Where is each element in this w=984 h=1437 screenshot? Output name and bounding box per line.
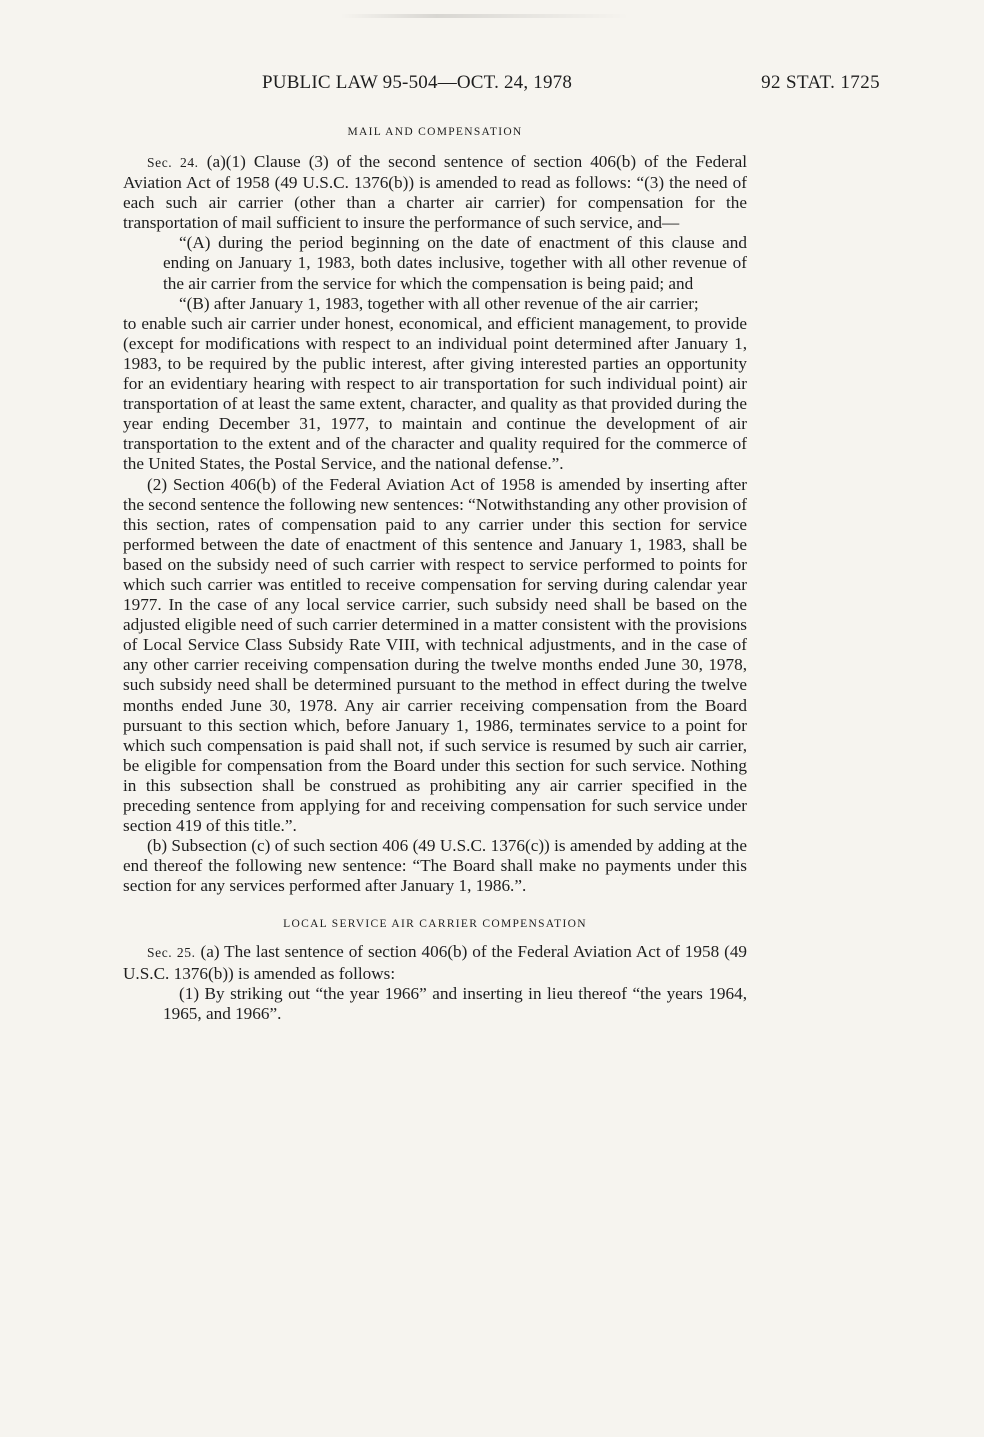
running-head <box>262 72 880 96</box>
section-heading-local-service: LOCAL SERVICE AIR CARRIER COMPENSATION <box>283 918 587 931</box>
section-heading-mail-compensation: MAIL AND COMPENSATION <box>347 126 523 138</box>
clause-b: “(B) after January 1, 1983, together with all other revenue of the air carrier; <box>179 293 699 313</box>
paragraph-continuation: to enable such air carrier under honest, economical, and efficient management, to provide (except for modifications with respect to an individual point determined after January 1, 1983, to be required by the public interest, after giving interested parties an opportunity for an evidentiary hearing with respect to air transportation for such individual point) air transportation of at least the same extent, character, and quality as that provided during the year ending December 31, 1977, to maintain and continue the development of air transportation to the extent and of the character and quality required for the commerce of the United States, the Postal Service, and the national defense.”. <box>123 313 747 474</box>
paragraph-sec24-a2: (2) Section 406(b) of the Federal Aviation Act of 1958 is amended by inserting after the second sentence the following new sentences: “Notwithstanding any other provision of this section, rates of compensation paid to any carrier under this section for service performed between the date of enactment of this sentence and January 1, 1983, shall be based on the subsidy need of such carrier with respect to service performed to points for which such carrier was entitled to receive compensation for serving during calendar year 1977. In the case of any local service carrier, such subsidy need shall be based on the adjusted eligible need of such carrier determined in a matter consistent with the provisions of Local Service Class Subsidy Rate VIII, with technical adjustments, and in the case of any other carrier receiving compensation during the twelve months ended June 30, 1978, such subsidy need shall be determined pursuant to the method in effect during the twelve months ended June 30, 1978. Any air carrier receiving compensation from the Board pursuant to this section which, before January 1, 1986, terminates service to a point for which such compensation is paid shall not, if such service is resumed by such air carrier, be eligible for compensation from the Board under this section for such service. Nothing in this subsection shall be construed as prohibiting any air carrier specified in the preceding sentence from applying for and receiving compensation for such service under section 419 of this title.”. <box>123 474 747 836</box>
paragraph-text: (a)(1) Clause (3) of the second sentence of section 406(b) of the Federal Aviation Act of 1958 (49 U.S.C. 1376(b)) is amended to read as follows: “(3) the need of each such air carrier (other than a charter air carrier) for compensation for the transportation of mail sufficient to insure the performance of such service, and— <box>123 152 748 233</box>
paragraph-sec24-b: (b) Subsection (c) of such section 406 (49 U.S.C. 1376(c)) is amended by adding at the end thereof the following new sentence: “The Board shall make no payments under this section for any services performed after January 1, 1986.”. <box>123 836 747 896</box>
paragraph-sec25-a <box>123 942 747 983</box>
paragraph-sec25-a1: (1) By striking out “the year 1966” and inserting in lieu thereof “the years 1964, 1965, and 1966”. <box>163 983 747 1023</box>
paragraph-sec24-a1 <box>123 152 747 233</box>
clause-a: “(A) during the period beginning on the date of enactment of this clause and ending on January 1, 1983, both dates inclusive, together with all other revenue of the air carrier from the service for which the compensation is being paid; and <box>163 233 747 293</box>
section-number: Sec. 25. <box>147 945 196 961</box>
section-number: Sec. 24. <box>147 155 199 170</box>
running-title: PUBLIC LAW 95-504—OCT. 24, 1978 <box>262 72 573 93</box>
statute-page-reference: 92 STAT. 1725 <box>761 72 880 93</box>
body-text <box>123 114 747 1024</box>
paragraph-text: (a) The last sentence of section 406(b) of the Federal Aviation Act of 1958 (49 U.S.C. 1376(b)) is amended as follows: <box>123 942 748 983</box>
scan-artifact <box>340 14 630 18</box>
